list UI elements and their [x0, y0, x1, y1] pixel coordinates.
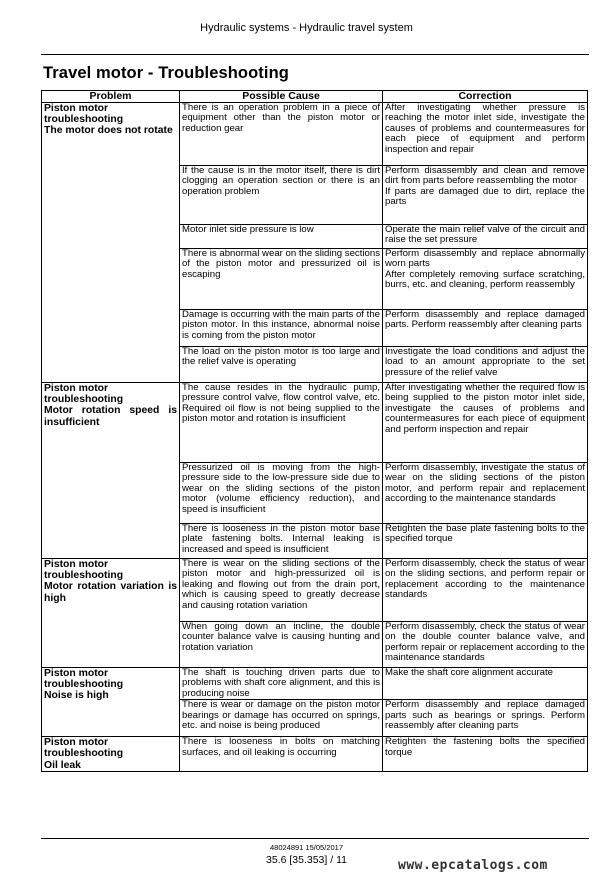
cause-cell: If the cause is in the motor itself, there is dirt clogging an operation section or there is an operation problem: [180, 166, 383, 225]
cause-cell: The shaft is touching driven parts due to problems with shaft core alignment, and this is producing noise: [180, 668, 383, 700]
column-header-correction: Correction: [383, 91, 588, 103]
cause-cell: The cause resides in the hydraulic pump, pressure control valve, flow control valve, etc. Required oil flow is not being supplied to the piston motor and rotation is insufficient: [180, 383, 383, 463]
problem-cell: [42, 668, 180, 737]
watermark: www.epcatalogs.com: [398, 858, 548, 873]
cause-cell: There is wear or damage on the piston motor bearings or damage has occurred on springs, etc. and noise is being produced: [180, 700, 383, 737]
correction-text: Investigate the load conditions and adjust the load to an amount appropriate to the set pressure of the relief valve: [385, 346, 585, 378]
problem-line: Piston motor: [44, 668, 109, 679]
problem-line: Piston motor: [44, 383, 109, 394]
problem-cell: [42, 737, 180, 772]
problem-line: Piston motor: [44, 737, 109, 749]
correction-cell: [383, 249, 588, 310]
correction-cell: [383, 700, 588, 737]
correction-cell: [383, 622, 588, 668]
problem-line: Noise is high: [44, 690, 109, 702]
cause-cell: There is wear on the sliding sections of the piston motor and high-pressurized oil is leaking and flowing out from the drain port, which is causing speed to greatly decrease and causing rotation variation: [180, 559, 383, 622]
cause-cell: Motor inlet side pressure is low: [180, 225, 383, 249]
problem-line: Motor rotation speed is insufficient: [44, 405, 177, 428]
correction-text: After investigating whether the required flow is being supplied to the piston motor inlet side, investigate the causes of problems and countermeasures for each piece of equipment and perform inspection and repair: [385, 382, 585, 435]
table-row: [42, 668, 588, 700]
problem-line: troubleshooting: [44, 114, 124, 126]
correction-cell: [383, 737, 588, 772]
problem-line: troubleshooting: [44, 570, 124, 582]
correction-cell: [383, 383, 588, 463]
correction-cell: [383, 668, 588, 700]
correction-text: Perform disassembly, check the status of wear on the double counter balance valve, and perform repair or replacement according to the maintenance standards: [385, 621, 585, 664]
correction-cell: [383, 310, 588, 347]
problem-line: troubleshooting: [44, 748, 124, 760]
correction-cell: [383, 347, 588, 383]
correction-text: Perform disassembly and replace damaged parts. Perform reassembly after cleaning parts: [385, 309, 585, 331]
correction-cell: [383, 103, 588, 166]
problem-cell: [42, 103, 180, 383]
table-body: [42, 103, 588, 772]
page-title: Travel motor - Troubleshooting: [43, 64, 289, 82]
problem-line: Piston motor: [44, 559, 109, 570]
table-row: [42, 383, 588, 463]
cause-cell: There is abnormal wear on the sliding sections of the piston motor and pressurized oil is escaping: [180, 249, 383, 310]
correction-text: Perform disassembly, investigate the status of wear on the sliding sections of the piston motor, and perform repair and replacement according to the maintenance standards: [385, 462, 585, 505]
correction-text: Retighten the fastening bolts the specified torque: [385, 736, 585, 758]
problem-cell: [42, 383, 180, 559]
problem-line: Motor rotation variation is high: [44, 581, 177, 604]
correction-text: After investigating whether pressure is reaching the motor inlet side, investigate the causes of problems and countermeasures for each piece of equipment and perform inspection and repair: [385, 102, 585, 155]
problem-line: troubleshooting: [44, 679, 124, 691]
doc-number: 48024891 15/05/2017: [270, 843, 343, 852]
troubleshooting-table: [41, 90, 588, 772]
correction-text: Operate the main relief valve of the circuit and raise the set pressure: [385, 224, 585, 246]
correction-text: Retighten the base plate fastening bolts to the specified torque: [385, 523, 585, 545]
footer-rule: [41, 838, 589, 839]
correction-text: Perform disassembly and clean and remove dirt from parts before reassembling the motor: [385, 165, 585, 187]
header-rule: [41, 54, 589, 55]
correction-cell: [383, 225, 588, 249]
cause-cell: The load on the piston motor is too large and the relief valve is operating: [180, 347, 383, 383]
cause-cell: There is looseness in the piston motor base plate fastening bolts. Internal leaking is increased and speed is insufficient: [180, 524, 383, 559]
cause-cell: Pressurized oil is moving from the high-pressure side to the low-pressure side due to wear on the sliding sections of the piston motor (volume efficiency reduction), and speed is insufficient: [180, 463, 383, 524]
page-number: 35.6 [35.353] / 11: [266, 854, 347, 866]
correction-text: Perform disassembly, check the status of wear on the sliding sections, and perform repair or replacement according to the maintenance standards: [385, 558, 585, 601]
problem-cell: [42, 559, 180, 668]
column-header-cause: Possible Cause: [180, 91, 383, 103]
correction-cell: [383, 166, 588, 225]
correction-text: Perform disassembly and replace abnormally worn parts: [385, 248, 585, 270]
running-header: Hydraulic systems - Hydraulic travel system: [200, 22, 413, 34]
cause-cell: Damage is occurring with the main parts of the piston motor. In this instance, abnormal noise is coming from the piston motor: [180, 310, 383, 347]
correction-cell: [383, 559, 588, 622]
correction-text: Make the shaft core alignment accurate: [385, 667, 553, 678]
correction-text-extra: If parts are damaged due to dirt, replace the parts: [385, 185, 585, 208]
cause-cell: There is looseness in bolts on matching surfaces, and oil leaking is occurring: [180, 737, 383, 772]
cause-cell: There is an operation problem in a piece of equipment other than the piston motor or reduction gear: [180, 103, 383, 166]
cause-cell: When going down an incline, the double counter balance valve is causing hunting and rotation variation: [180, 622, 383, 668]
correction-cell: [383, 524, 588, 559]
problem-line: Piston motor: [44, 103, 109, 114]
table-row: [42, 103, 588, 166]
problem-line: The motor does not rotate: [44, 125, 173, 137]
correction-text: Perform disassembly and replace damaged parts such as bearings or springs. Perform reassembly after cleaning parts: [385, 699, 585, 732]
correction-text-extra: After completely removing surface scratching, burrs, etc. and cleaning, perform reassembly: [385, 268, 585, 291]
table-header-row: [42, 91, 588, 103]
problem-line: Oil leak: [44, 759, 81, 771]
problem-line: troubleshooting: [44, 394, 124, 406]
column-header-problem: Problem: [42, 91, 180, 103]
table-row: [42, 737, 588, 772]
table-row: [42, 559, 588, 622]
correction-cell: [383, 463, 588, 524]
